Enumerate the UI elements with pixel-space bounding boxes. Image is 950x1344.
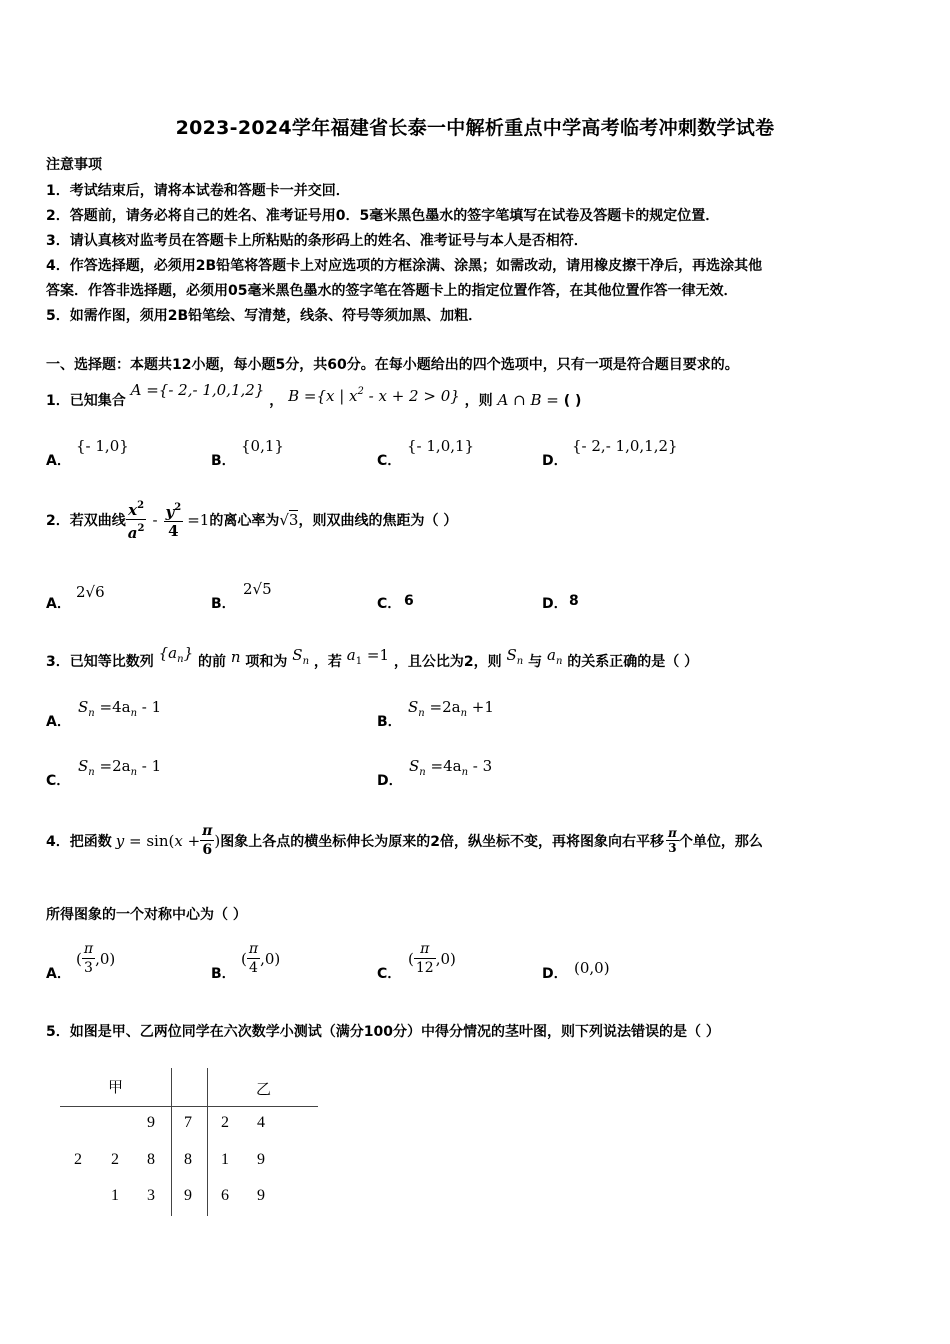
q3-option-a-label: A．	[46, 714, 71, 730]
q3-t1: 的前	[198, 654, 226, 670]
q2-option-d-label: D．	[542, 596, 568, 612]
q2-frac-x-num: x	[128, 501, 138, 519]
notice-heading: 注意事项	[46, 157, 102, 173]
q3-a-lhs: S	[78, 698, 89, 716]
q4-close: )	[214, 831, 221, 850]
q3-t3: ，若	[313, 654, 342, 670]
q3-a-rhs: =4a	[94, 698, 131, 716]
q2-sq: 2	[137, 500, 145, 511]
q2-sq: 2	[137, 523, 145, 534]
leaf-right: 4	[257, 1114, 265, 1131]
q3-b-lhs: S	[408, 698, 419, 716]
q4-b-pi: π	[248, 941, 259, 957]
q2-eq1: =1	[187, 510, 210, 529]
question-2	[46, 497, 457, 542]
q4-func: y = sin(x +	[115, 831, 201, 850]
page-title: 2023-2024学年福建省长泰一中解析重点中学高考临考冲刺数学试卷	[175, 117, 775, 139]
leaf-right: 9	[257, 1151, 265, 1168]
q4-a-den: 3	[84, 960, 93, 976]
q2-frac-y-den: 4	[168, 522, 179, 540]
section-heading: 一、选择题：本题共12小题，每小题5分，共60分。在每小题给出的四个选项中，只有一项是符合题目要求的。	[46, 357, 739, 373]
q3-s2	[506, 646, 524, 667]
q4-option-d-label: D．	[542, 966, 568, 982]
q2-frac-x	[126, 497, 147, 542]
notice-item: 4．作答选择题，必须用2B铅笔将答题卡上对应选项的方框涂满、涂黑；如需改动，请用橡皮擦干净后，再选涂其他	[46, 258, 763, 274]
q3-an-head: a	[546, 646, 556, 664]
leaf-left: 3	[147, 1187, 155, 1204]
q3-s	[292, 646, 310, 667]
q3-option-c-value	[78, 757, 161, 778]
q3-seq-head: {a	[158, 644, 178, 662]
leaf-right: 2	[221, 1114, 229, 1131]
q3-s2-sub: n	[516, 656, 524, 667]
q3-a1	[346, 646, 389, 667]
q3-a-sub2: n	[130, 708, 138, 719]
q3-b-sub1: n	[418, 708, 425, 719]
q3-a-tail: - 1	[137, 698, 162, 716]
q2-sqrt3-value: 3	[288, 510, 299, 529]
q3-b-tail: +1	[467, 698, 494, 716]
stem-leaf-divider-right	[207, 1068, 208, 1216]
stem-leaf-header-jia: 甲	[108, 1080, 124, 1096]
leaf-right: 9	[257, 1187, 265, 1204]
q4-suffix: 个单位，那么	[678, 833, 763, 850]
stem-leaf-header-yi: 乙	[256, 1082, 272, 1098]
q3-c-rhs: =2a	[94, 757, 131, 775]
question-3	[46, 644, 699, 673]
stem-leaf-header-rule	[60, 1106, 318, 1107]
q3-option-b-label: B．	[377, 714, 402, 730]
q3-seq-close: }	[183, 644, 194, 662]
q3-d-sub2: n	[461, 767, 469, 778]
q3-an	[546, 646, 563, 667]
q3-t2: 项和为	[245, 654, 288, 670]
notice-item: 5．如需作图，须用2B铅笔绘、写清楚，线条、符号等须加黑、加粗．	[46, 308, 483, 324]
q4-c-tail: ,0)	[435, 949, 456, 968]
q1-option-d-value: {- 2,- 1,0,1,2}	[572, 437, 678, 455]
q2-frac-y	[164, 499, 184, 540]
q1-intersect: A ∩ B =	[497, 391, 559, 409]
q1-set-b-sup: 2	[357, 386, 364, 397]
q3-t4: ，且公比为2，则	[393, 654, 502, 670]
q2-option-a-label: A．	[46, 596, 71, 612]
q2-frac-y-num: y	[165, 503, 175, 521]
q4-line2: 所得图象的一个对称中心为（ ）	[46, 907, 247, 923]
q3-t6: 的关系正确的是（ ）	[567, 654, 699, 670]
q3-s-sub: n	[302, 656, 310, 667]
q3-d-rhs: =4a	[425, 757, 462, 775]
q2-sqrt3: √3	[279, 510, 299, 529]
q2-prefix: 2．若双曲线	[46, 512, 126, 529]
q3-t5: 与	[528, 654, 543, 670]
stem-leaf-divider-left	[171, 1068, 172, 1216]
q4-prefix: 4．把函数	[46, 833, 112, 850]
q3-s-head: S	[292, 646, 303, 664]
q1-option-a-label: A．	[46, 453, 71, 469]
q3-seq-sub: n	[177, 654, 184, 665]
q3-option-c-label: C．	[46, 773, 71, 789]
q4-c-den: 12	[415, 960, 434, 976]
q3-a-sub1: n	[88, 708, 95, 719]
q2-option-b-value: 2√5	[243, 580, 272, 598]
q3-c-tail: - 1	[137, 757, 162, 775]
q4-mid: 图象上各点的横坐标伸长为原来的2倍，纵坐标不变，再将图象向右平移	[220, 833, 665, 850]
q4-c-pi: π	[414, 940, 436, 959]
q2-option-a-value: 2√6	[76, 583, 105, 601]
q1-option-b-label: B．	[211, 453, 236, 469]
q2-option-d-value: 8	[569, 593, 579, 609]
q3-a1-head: a	[346, 646, 356, 664]
q4-option-a-label: A．	[46, 966, 71, 982]
q1-comma: ，	[269, 393, 284, 409]
leaf-left: 9	[147, 1114, 155, 1131]
q4-a-pi: π	[83, 941, 94, 957]
q2-option-b-label: B．	[211, 596, 236, 612]
q3-an-sub: n	[555, 656, 563, 667]
q3-d-lhs: S	[409, 757, 420, 775]
q3-option-d-value	[409, 757, 492, 778]
q2-frac-x-den: a	[127, 524, 138, 542]
q3-c-lhs: S	[78, 757, 89, 775]
q2-suffix: ，则双曲线的焦距为（ ）	[298, 512, 458, 529]
q4-option-d-value: (0,0)	[574, 959, 610, 977]
q4-frac	[200, 822, 214, 859]
q3-a1-sub: 1	[355, 656, 363, 667]
q3-a1-eq: =1	[362, 646, 389, 664]
q4-option-b-label: B．	[211, 966, 236, 982]
q4-pi2: π	[668, 826, 677, 840]
notice-item: 答案．作答非选择题，必须用05毫米黑色墨水的签字笔在答题卡上的指定位置作答，在其他位置作答一律无效．	[46, 283, 738, 299]
q1-set-b-tail: - x + 2 > 0}	[363, 387, 460, 405]
q4-option-a-value: ( $\frac{\pi}{3}$ ,0)	[76, 941, 116, 976]
notice-item: 3．请认真核对监考员在答题卡上所粘贴的条形码上的姓名、准考证号与本人是否相符．	[46, 233, 588, 249]
leaf-left: 2	[111, 1151, 119, 1168]
q2-option-c-label: C．	[377, 596, 402, 612]
q1-option-c-label: C．	[377, 453, 402, 469]
leaf-right: 6	[221, 1187, 229, 1204]
q2-sq: 2	[174, 502, 182, 513]
q3-b-sub2: n	[460, 708, 468, 719]
q4-option-b-value: ( $\frac{\pi}{4}$ ,0)	[241, 941, 281, 976]
q4-option-c-label: C．	[377, 966, 402, 982]
q1-option-d-label: D．	[542, 453, 568, 469]
q3-option-b-value	[408, 698, 494, 719]
leaf-left: 2	[74, 1151, 82, 1168]
question-4	[46, 822, 763, 859]
q1-set-a: A ={- 2,- 1,0,1,2}	[130, 381, 265, 399]
q3-seq	[158, 644, 194, 665]
stem-value: 8	[184, 1151, 192, 1168]
q3-d-tail: - 3	[468, 757, 493, 775]
question-5: 5．如图是甲、乙两位同学在六次数学小测试（满分100分）中得分情况的茎叶图，则下列说法错误的是（ ）	[46, 1024, 720, 1040]
leaf-left: 1	[111, 1187, 119, 1204]
q1-prefix: 1．已知集合	[46, 393, 126, 409]
q1-suffix: ，则	[464, 393, 493, 409]
q1-set-b-head: B ={x | x	[288, 387, 358, 405]
q2-option-c-value: 6	[404, 593, 414, 609]
q3-c-sub2: n	[130, 767, 138, 778]
q3-d-sub1: n	[419, 767, 426, 778]
q3-s2-head: S	[506, 646, 517, 664]
q4-frac2	[666, 826, 679, 855]
q3-c-sub1: n	[88, 767, 95, 778]
q1-set-b	[288, 387, 460, 405]
q4-b-tail: ,0)	[260, 949, 281, 968]
q4-b-den: 4	[249, 960, 258, 976]
q3-option-a-value	[78, 698, 161, 719]
q2-mid: 的离心率为	[209, 512, 280, 529]
q4-a-tail: ,0)	[95, 949, 116, 968]
q3-n: n	[230, 648, 241, 666]
q1-option-c-value: {- 1,0,1}	[407, 437, 475, 455]
q1-paren: ( )	[563, 393, 582, 409]
q1-option-b-value: {0,1}	[241, 437, 284, 455]
q4-pi: π	[202, 823, 213, 839]
stem-value: 7	[184, 1114, 192, 1131]
q4-three: 3	[668, 841, 677, 855]
q3-b-rhs: =2a	[424, 698, 461, 716]
notice-item: 1．考试结束后，请将本试卷和答题卡一并交回．	[46, 183, 350, 199]
leaf-right: 1	[221, 1151, 229, 1168]
notice-item: 2．答题前，请务必将自己的姓名、准考证号用0．5毫米黑色墨水的签字笔填写在试卷及答题卡的规定位置．	[46, 208, 720, 224]
q4-option-c-value: ( $\frac{\pi}{12}$ ,0)	[408, 941, 456, 976]
q4-six: 6	[202, 842, 213, 858]
q2-minus: -	[152, 510, 158, 529]
q3-prefix: 3．已知等比数列	[46, 654, 154, 670]
leaf-left: 8	[147, 1151, 155, 1168]
q1-option-a-value: {- 1,0}	[76, 437, 129, 455]
stem-value: 9	[184, 1187, 192, 1204]
q3-option-d-label: D．	[377, 773, 403, 789]
question-1	[46, 381, 582, 410]
